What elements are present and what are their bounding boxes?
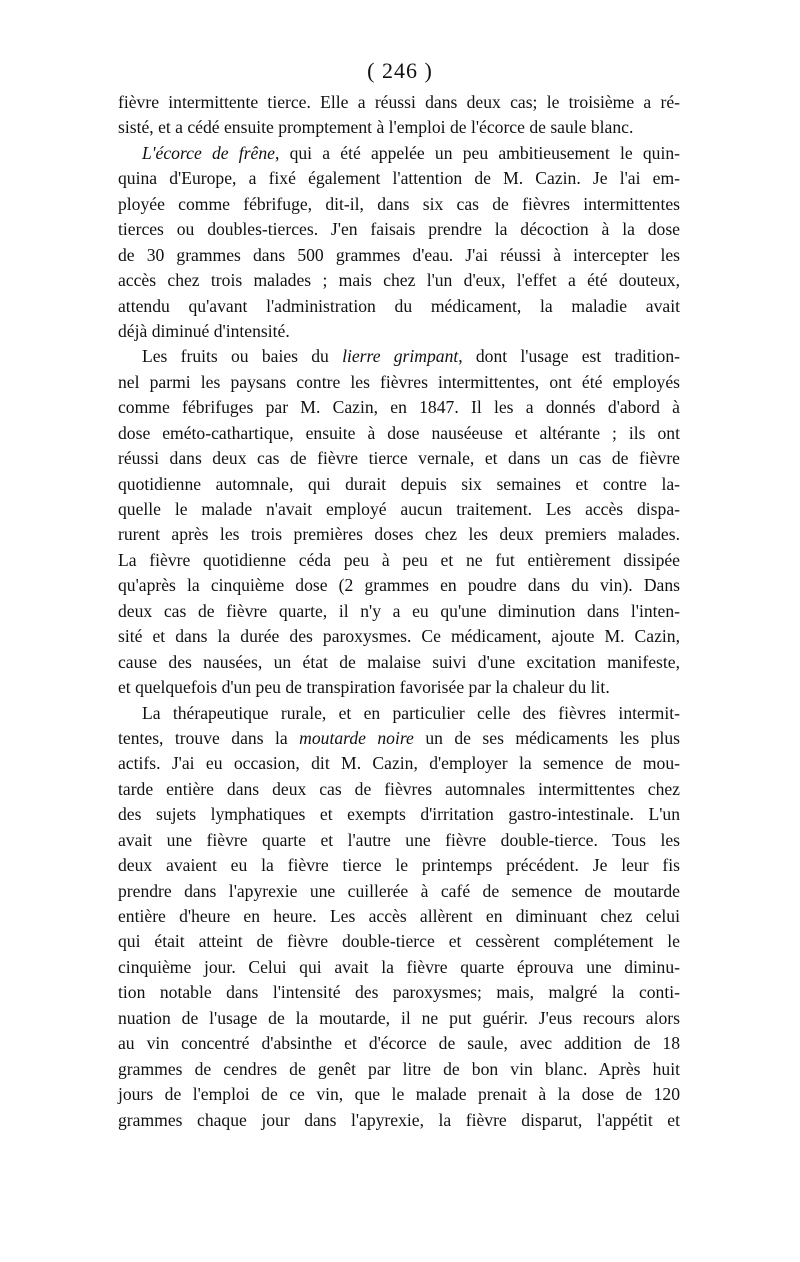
text-line <box>118 1082 680 1107</box>
text-line <box>118 472 680 497</box>
text-segment: La thérapeutique rurale, et en particulier celle des fièvres intermit- <box>142 702 680 723</box>
text-segment: quelle le malade n'avait employé aucun traitement. Les accès dispa- <box>118 499 680 519</box>
text-segment: jours de l'emploi de ce vin, que le malade prenait à la dose de 120 <box>118 1084 680 1105</box>
text-segment: et quelquefois d'un peu de transpiration favorisée par la chaleur du lit. <box>118 677 610 698</box>
text-segment: nel parmi les paysans contre les fièvres intermittentes, ont été employés <box>118 371 680 392</box>
text-line <box>118 853 680 878</box>
text-segment: tion notable dans l'intensité des paroxysmes; mais, malgré la conti- <box>118 982 680 1003</box>
italic-term: L'écorce de frêne <box>142 142 275 163</box>
text-line <box>118 1108 680 1133</box>
text-segment: cause des nausées, un état de malaise suivi d'une excitation manifeste, <box>118 651 680 672</box>
text-line <box>118 751 680 776</box>
text-line <box>118 802 680 827</box>
italic-term: moutarde noire <box>299 727 414 748</box>
text-line <box>118 980 680 1005</box>
text-segment: prendre dans l'apyrexie une cuillerée à café de semence de moutarde <box>118 880 680 901</box>
text-line <box>118 166 680 191</box>
text-segment: tarde entière dans deux cas de fièvres automnales intermittentes chez <box>118 778 680 799</box>
text-segment: dose eméto-cathartique, ensuite à dose nauséeuse et altérante ; ils ont <box>118 422 680 443</box>
text-segment: deux cas de fièvre quarte, il n'y a eu qu'une diminution dans l'inten- <box>118 600 680 621</box>
text-segment: qui était atteint de fièvre double-tierce et cessèrent complétement le <box>118 931 680 952</box>
text-line <box>118 395 680 420</box>
text-line <box>118 955 680 980</box>
text-segment: actifs. J'ai eu occasion, dit M. Cazin, d'employer la semence de mou- <box>118 753 680 774</box>
text-line <box>118 243 680 268</box>
text-line <box>118 777 680 802</box>
text-line <box>118 1006 680 1031</box>
text-line <box>118 599 680 624</box>
text-line <box>118 675 680 700</box>
text-segment: au vin concentré d'absinthe et d'écorce de saule, avec addition de 18 <box>118 1033 680 1054</box>
text-segment: avait une fièvre quarte et l'autre une fièvre double-tierce. Tous les <box>118 829 680 850</box>
text-segment: , dont l'usage est tradition- <box>458 346 680 367</box>
text-segment: déjà diminué d'intensité. <box>118 320 290 341</box>
text-line <box>118 90 680 115</box>
text-line <box>118 421 680 446</box>
text-segment: sité et dans la durée des paroxysmes. Ce médicament, ajoute M. Cazin, <box>118 626 680 647</box>
text-line <box>118 344 680 369</box>
text-line <box>118 650 680 675</box>
text-line <box>118 548 680 573</box>
text-line <box>118 904 680 929</box>
text-segment: sisté, et a cédé ensuite promptement à l'emploi de l'écorce de saule blanc. <box>118 117 634 138</box>
text-segment: cinquième jour. Celui qui avait la fièvre quarte éprouva une diminu- <box>118 956 680 977</box>
text-segment: un de ses médicaments les plus <box>413 727 680 748</box>
text-line <box>118 268 680 293</box>
text-line <box>118 1031 680 1056</box>
text-segment: grammes de cendres de genêt par litre de bon vin blanc. Après huit <box>118 1058 680 1079</box>
text-segment: tierces ou doubles-tierces. J'en faisais prendre la décoction à la dose <box>118 219 680 240</box>
text-line <box>118 319 680 344</box>
text-segment: Les fruits ou baies du <box>142 346 343 367</box>
text-line <box>118 1057 680 1082</box>
text-segment: accès chez trois malades ; mais chez l'un d'eux, l'effet a été douteux, <box>118 270 680 291</box>
text-segment: tentes, trouve dans la <box>118 727 300 748</box>
text-segment: réussi dans deux cas de fièvre tierce vernale, et dans un cas de fièvre <box>118 448 680 469</box>
text-segment: deux avaient eu la fièvre tierce le printemps précédent. Je leur fis <box>118 855 680 876</box>
text-line <box>118 217 680 242</box>
text-line <box>118 828 680 853</box>
text-segment: rurent après les trois premières doses chez les deux premiers malades. <box>118 524 680 545</box>
text-segment: qu'après la cinquième dose (2 grammes en poudre dans du vin). Dans <box>118 575 680 596</box>
text-line <box>118 522 680 547</box>
text-line <box>118 446 680 471</box>
text-segment: quina d'Europe, a fixé également l'attention de M. Cazin. Je l'ai em- <box>118 168 680 189</box>
text-segment: nuation de l'usage de la moutarde, il ne put guérir. J'eus recours alors <box>118 1007 680 1028</box>
text-line <box>118 141 680 166</box>
text-segment: grammes chaque jour dans l'apyrexie, la fièvre disparut, l'appétit et <box>118 1109 680 1130</box>
italic-term: lierre grimpant <box>342 346 459 367</box>
text-segment: de 30 grammes dans 500 grammes d'eau. J'ai réussi à intercepter les <box>118 244 680 265</box>
text-line <box>118 573 680 598</box>
text-segment: comme fébrifuges par M. Cazin, en 1847. Il les a donnés d'abord à <box>118 397 680 418</box>
text-line <box>118 115 680 140</box>
text-line <box>118 294 680 319</box>
text-line <box>118 726 680 751</box>
text-line <box>118 929 680 954</box>
text-line <box>118 701 680 726</box>
text-segment: des sujets lymphatiques et exempts d'irritation gastro-intestinale. L'un <box>118 804 680 825</box>
text-line <box>118 624 680 649</box>
text-segment: ployée comme fébrifuge, dit-il, dans six cas de fièvres intermittentes <box>118 193 680 214</box>
text-segment: , qui a été appelée un peu ambitieusement le quin- <box>274 142 680 163</box>
body-text <box>118 90 680 1133</box>
text-segment: entière d'heure en heure. Les accès allèrent en diminuant chez celui <box>118 906 680 926</box>
text-line <box>118 192 680 217</box>
text-line <box>118 497 680 522</box>
text-segment: attendu qu'avant l'administration du médicament, la maladie avait <box>118 295 680 316</box>
text-line <box>118 370 680 395</box>
text-segment: La fièvre quotidienne céda peu à peu et ne fut entièrement dissipée <box>118 549 680 570</box>
page-number: ( 246 ) <box>367 58 433 83</box>
text-line <box>118 879 680 904</box>
text-segment: quotidienne automnale, qui durait depuis six semaines et contre la- <box>118 473 680 494</box>
text-segment: fièvre intermittente tierce. Elle a réussi dans deux cas; le troisième a ré- <box>118 92 680 112</box>
